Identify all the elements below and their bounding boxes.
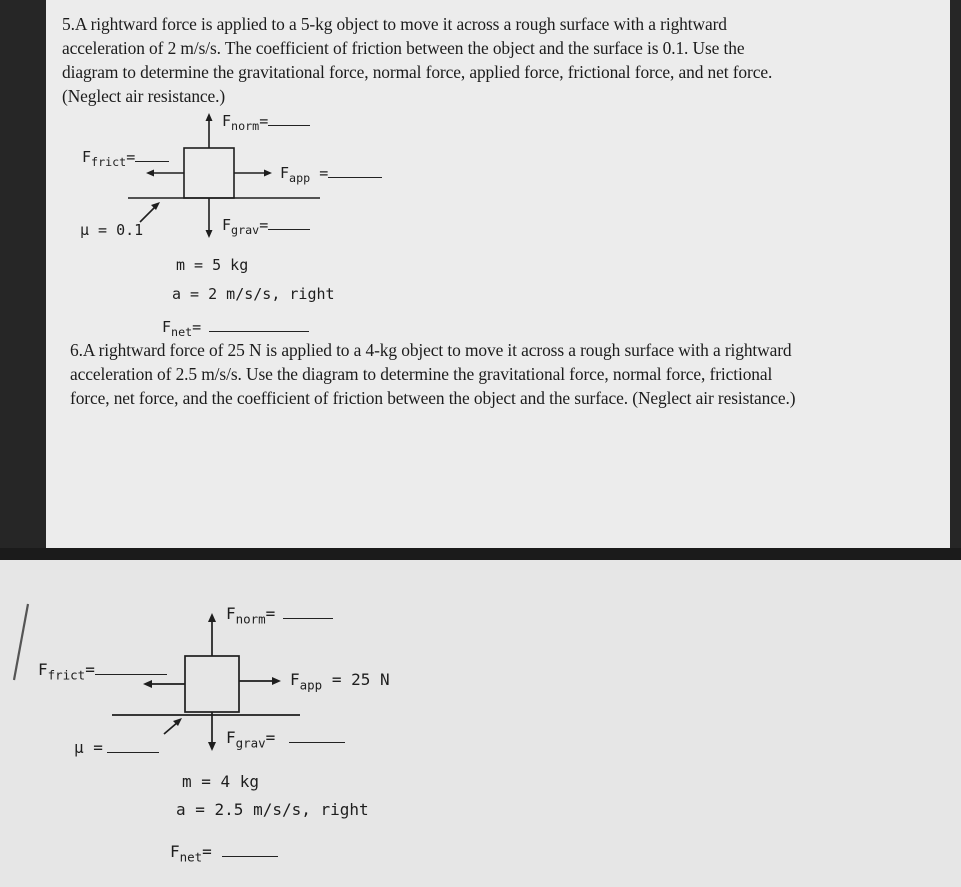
q5-line-4: (Neglect air resistance.)	[62, 86, 226, 106]
q6-line-2: acceleration of 2.5 m/s/s. Use the diagram to determine the gravitational force, normal force, frictional	[70, 364, 773, 384]
q6-line-1: 6.A rightward force of 25 N is applied to a 4-kg object to move it across a rough surface with a rightward	[70, 340, 792, 360]
q5-mass: m = 5 kg	[176, 256, 249, 274]
q6-mu-blank[interactable]	[107, 752, 159, 753]
q6-f-frict-blank[interactable]	[95, 674, 167, 675]
q6-f-app-label: $F_{app} = 25$ N	[290, 670, 390, 693]
q5-f-norm-label: $F_{norm}=$	[222, 112, 310, 133]
q6-gravity-arrowhead	[208, 742, 216, 751]
q6-applied-arrowhead	[272, 677, 281, 685]
page-edge-shadow	[14, 604, 28, 680]
q6-acceleration: a = 2.5 m/s/s, right	[176, 800, 369, 819]
q6-f-grav-blank[interactable]	[289, 742, 345, 743]
q5-line-3: diagram to determine the gravitational force, normal force, applied force, frictional force, and net force.	[62, 62, 773, 82]
q6-f-net-blank[interactable]	[222, 856, 278, 857]
q6-object-box	[185, 656, 239, 712]
q6-f-norm-label: $F_{norm}=$	[226, 604, 333, 626]
q6-mu-label: μ =	[74, 738, 159, 757]
q5-acceleration: a = 2 m/s/s, right	[172, 285, 335, 303]
q5-line-2: acceleration of 2 m/s/s. The coefficient of friction between the object and the surface is 0.1. Use the	[62, 38, 745, 58]
q5-f-grav-label: $F_{grav}=$	[222, 216, 310, 237]
q6-normal-arrowhead	[208, 613, 216, 622]
q5-mu-label: μ = 0.1	[80, 221, 144, 239]
q5-f-frict-label: $F_{frict}=$	[82, 148, 169, 169]
q5-line-1: 5.A rightward force is applied to a 5-kg object to move it across a rough surface with a rightward	[62, 14, 727, 34]
q6-line-3: force, net force, and the coefficient of friction between the object and the surface. (Neglect air resistance.)	[70, 388, 796, 408]
q6-f-norm-blank[interactable]	[283, 618, 333, 619]
q6-f-grav-label: $F_{grav}=$	[226, 728, 345, 750]
q5-f-app-label: $F_{app}$ =	[280, 164, 382, 185]
q5-f-net-label: $F_{net}=$	[162, 318, 309, 339]
q6-f-net-label: $F_{net}=$	[170, 842, 278, 864]
q6-mass: m = 4 kg	[182, 772, 260, 791]
q6-f-frict-label: $F_{frict}=$	[38, 660, 167, 682]
